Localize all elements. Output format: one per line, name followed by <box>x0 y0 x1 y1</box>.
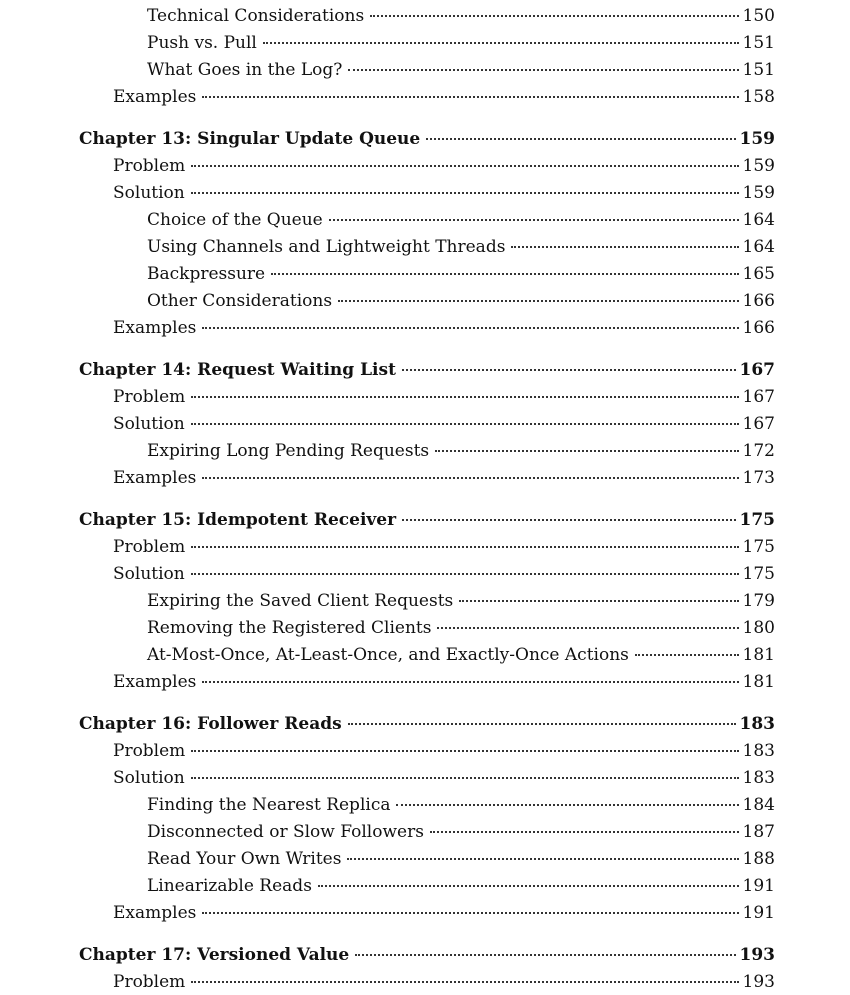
toc-section-entry[interactable] <box>113 971 775 993</box>
toc-page-number: 180 <box>742 618 775 638</box>
toc-entry-label: Problem <box>113 156 186 176</box>
toc-entry-label: Problem <box>113 741 186 761</box>
toc-dot-leader <box>338 300 739 302</box>
toc-dot-leader <box>329 219 739 221</box>
toc-entry-label: Solution <box>113 564 185 584</box>
toc-dot-leader <box>202 327 738 329</box>
toc-page-number: 179 <box>742 591 775 611</box>
toc-page-number: 167 <box>742 387 775 407</box>
toc-dot-leader <box>202 681 738 683</box>
toc-section-entry[interactable] <box>113 413 775 435</box>
toc-section-entry[interactable] <box>147 794 775 816</box>
toc-section-entry[interactable] <box>113 563 775 585</box>
toc-entry-label: Removing the Registered Clients <box>147 618 432 638</box>
toc-dot-leader <box>511 246 738 248</box>
toc-page-number: 181 <box>742 645 775 665</box>
toc-entry-label: Chapter 15: Idempotent Receiver <box>79 510 397 530</box>
toc-page-number: 175 <box>742 564 775 584</box>
toc-entry-label: Problem <box>113 972 186 992</box>
toc-page-number: 151 <box>742 33 775 53</box>
toc-section-entry[interactable] <box>147 848 775 870</box>
toc-entry-label: Read Your Own Writes <box>147 849 342 869</box>
toc-page-number: 193 <box>739 945 775 965</box>
toc-chapter-entry[interactable] <box>79 713 775 735</box>
toc-page-number: 193 <box>742 972 775 992</box>
toc-dot-leader <box>370 15 738 17</box>
toc-dot-leader <box>263 42 739 44</box>
toc-dot-leader <box>202 477 738 479</box>
toc-page-number: 187 <box>742 822 775 842</box>
toc-dot-leader <box>426 138 735 140</box>
toc-page-number: 183 <box>739 714 775 734</box>
toc-dot-leader <box>435 450 738 452</box>
toc-section-entry[interactable] <box>113 671 775 693</box>
toc-page-number: 175 <box>742 537 775 557</box>
toc-dot-leader <box>459 600 738 602</box>
toc-entry-label: What Goes in the Log? <box>147 60 343 80</box>
toc-section-entry[interactable] <box>113 740 775 762</box>
toc-dot-leader <box>396 804 738 806</box>
toc-section-entry[interactable] <box>147 263 775 285</box>
toc-section-entry[interactable] <box>113 155 775 177</box>
toc-dot-leader <box>355 954 735 956</box>
toc-section-entry[interactable] <box>147 644 775 666</box>
toc-page-number: 175 <box>739 510 775 530</box>
toc-page-number: 150 <box>742 6 775 26</box>
toc-dot-leader <box>202 96 738 98</box>
toc-chapter-entry[interactable] <box>79 359 775 381</box>
toc-chapter-entry[interactable] <box>79 128 775 150</box>
toc-page-number: 164 <box>742 210 775 230</box>
toc-entry-label: At-Most-Once, At-Least-Once, and Exactly-Once Actions <box>147 645 629 665</box>
toc-page-number: 172 <box>742 441 775 461</box>
toc-section-entry[interactable] <box>147 209 775 231</box>
toc-entry-label: Solution <box>113 768 185 788</box>
toc-entry-label: Examples <box>113 903 197 923</box>
toc-dot-leader <box>635 654 739 656</box>
toc-section-entry[interactable] <box>147 59 775 81</box>
toc-entry-label: Using Channels and Lightweight Threads <box>147 237 506 257</box>
toc-page-number: 183 <box>742 741 775 761</box>
toc-page-number: 184 <box>742 795 775 815</box>
toc-entry-label: Chapter 14: Request Waiting List <box>79 360 396 380</box>
toc-chapter-entry[interactable] <box>79 944 775 966</box>
toc-section-entry[interactable] <box>113 536 775 558</box>
toc-page-number: 173 <box>742 468 775 488</box>
toc-dot-leader <box>430 831 739 833</box>
toc-entry-label: Problem <box>113 537 186 557</box>
toc-dot-leader <box>271 273 738 275</box>
toc-page-number: 166 <box>742 318 775 338</box>
toc-dot-leader <box>191 396 738 398</box>
toc-page-number: 151 <box>742 60 775 80</box>
toc-dot-leader <box>318 885 739 887</box>
toc-dot-leader <box>191 750 738 752</box>
toc-section-entry[interactable] <box>147 617 775 639</box>
toc-dot-leader <box>191 777 739 779</box>
toc-section-entry[interactable] <box>147 236 775 258</box>
toc-section-entry[interactable] <box>113 902 775 924</box>
toc-section-entry[interactable] <box>113 182 775 204</box>
toc-chapter-entry[interactable] <box>79 509 775 531</box>
toc-entry-label: Expiring the Saved Client Requests <box>147 591 454 611</box>
toc-page-number: 181 <box>742 672 775 692</box>
toc-entry-label: Choice of the Queue <box>147 210 323 230</box>
toc-page-number: 159 <box>739 129 775 149</box>
toc-page-number: 166 <box>742 291 775 311</box>
toc-page-number: 167 <box>742 414 775 434</box>
toc-dot-leader <box>191 546 738 548</box>
toc-dot-leader <box>402 369 736 371</box>
toc-section-entry[interactable] <box>113 767 775 789</box>
toc-entry-label: Chapter 17: Versioned Value <box>79 945 350 965</box>
toc-entry-label: Finding the Nearest Replica <box>147 795 391 815</box>
toc-entry-label: Technical Considerations <box>147 6 365 26</box>
toc-section-entry[interactable] <box>113 386 775 408</box>
toc-dot-leader <box>191 423 739 425</box>
toc-entry-label: Solution <box>113 183 185 203</box>
toc-dot-leader <box>191 573 739 575</box>
toc-page-number: 159 <box>742 183 775 203</box>
toc-page-number: 191 <box>742 876 775 896</box>
toc-section-entry[interactable] <box>147 290 775 312</box>
toc-page-number: 191 <box>742 903 775 923</box>
toc-entry-label: Push vs. Pull <box>147 33 257 53</box>
toc-dot-leader <box>191 981 738 983</box>
toc-page-number: 165 <box>742 264 775 284</box>
toc-dot-leader <box>191 165 738 167</box>
toc-dot-leader <box>202 912 738 914</box>
toc-entry-label: Examples <box>113 468 197 488</box>
toc-entry-label: Expiring Long Pending Requests <box>147 441 430 461</box>
toc-entry-label: Problem <box>113 387 186 407</box>
toc-page-number: 183 <box>742 768 775 788</box>
toc-section-entry[interactable] <box>147 32 775 54</box>
toc-page-number: 188 <box>742 849 775 869</box>
toc-entry-label: Examples <box>113 87 197 107</box>
toc-dot-leader <box>437 627 738 629</box>
toc-entry-label: Chapter 13: Singular Update Queue <box>79 129 421 149</box>
toc-section-entry[interactable] <box>147 821 775 843</box>
toc-entry-label: Other Considerations <box>147 291 333 311</box>
toc-dot-leader <box>191 192 739 194</box>
toc-dot-leader <box>402 519 735 521</box>
toc-entry-label: Examples <box>113 672 197 692</box>
toc-section-entry[interactable] <box>147 590 775 612</box>
toc-section-entry[interactable] <box>113 86 775 108</box>
toc-entry-label: Disconnected or Slow Followers <box>147 822 424 842</box>
toc-entry-label: Backpressure <box>147 264 266 284</box>
toc-entry-label: Solution <box>113 414 185 434</box>
toc-section-entry[interactable] <box>147 440 775 462</box>
toc-dot-leader <box>348 69 738 71</box>
toc-section-entry[interactable] <box>147 875 775 897</box>
toc-entry-label: Linearizable Reads <box>147 876 312 896</box>
toc-page-number: 159 <box>742 156 775 176</box>
toc-dot-leader <box>348 723 736 725</box>
toc-page-number: 158 <box>742 87 775 107</box>
toc-entry-label: Chapter 16: Follower Reads <box>79 714 342 734</box>
toc-page-number: 167 <box>739 360 775 380</box>
toc-dot-leader <box>347 858 738 860</box>
toc-page-number: 164 <box>742 237 775 257</box>
toc-section-entry[interactable] <box>113 317 775 339</box>
toc-section-entry[interactable] <box>113 467 775 489</box>
toc-entry-label: Examples <box>113 318 197 338</box>
toc-section-entry[interactable] <box>147 5 775 27</box>
